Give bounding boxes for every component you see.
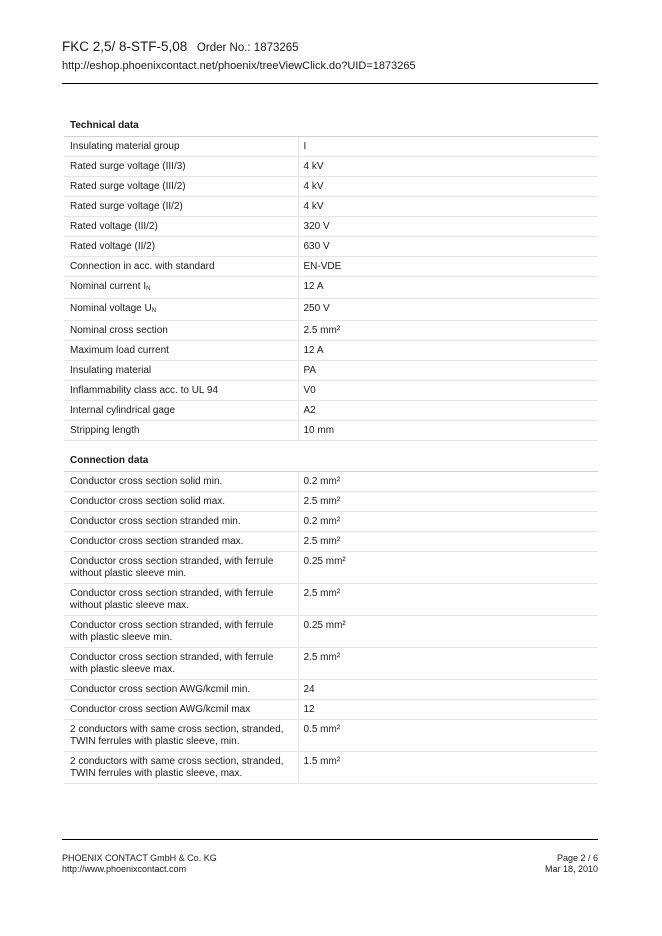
table-row: [64, 341, 598, 361]
row-label: [64, 237, 298, 257]
row-value: PA: [303, 365, 317, 376]
row-value: 0.25 mm²: [303, 556, 346, 567]
row-label-text: Rated voltage (II/2): [70, 241, 156, 252]
row-label: [64, 532, 298, 552]
row-value: 10 mm: [303, 425, 335, 436]
row-label: [64, 137, 298, 157]
row-label: [64, 341, 298, 361]
table-row: [64, 472, 598, 492]
page-number: Page 2 / 6: [556, 853, 598, 863]
row-label-text: 2 conductors with same cross section, stranded, TWIN ferrules with plastic sleeve, min.: [70, 724, 284, 747]
table-row: [64, 512, 598, 532]
row-value: 4 kV: [303, 201, 324, 212]
row-label-text: Conductor cross section AWG/kcmil min.: [70, 684, 251, 695]
row-value: 630 V: [303, 241, 330, 252]
title-line: [62, 38, 598, 57]
row-label-text: Conductor cross section stranded max.: [70, 536, 244, 547]
row-label-text: Maximum load current: [70, 345, 169, 356]
row-label-text: Insulating material: [70, 365, 152, 376]
company-name: PHOENIX CONTACT GmbH & Co. KG: [62, 853, 217, 863]
row-label: [64, 752, 298, 784]
row-label-subscript: N: [151, 308, 157, 314]
table-row: [64, 532, 598, 552]
row-value: 0.25 mm²: [303, 620, 346, 631]
row-label: [64, 157, 298, 177]
table-row: [64, 381, 598, 401]
table-row: [64, 137, 598, 157]
row-value: 0.5 mm²: [303, 724, 341, 735]
row-label-text: Conductor cross section stranded, with ferrule without plastic sleeve max.: [70, 588, 274, 611]
company-website[interactable]: http://www.phoenixcontact.com: [62, 864, 187, 874]
print-date: Mar 18, 2010: [544, 864, 598, 874]
table-row: [64, 157, 598, 177]
row-label-text: Conductor cross section stranded, with ferrule with plastic sleeve max.: [70, 652, 274, 675]
row-value: 1.5 mm²: [303, 756, 341, 767]
row-label: [64, 472, 298, 492]
row-label-text: Conductor cross section solid min.: [70, 476, 223, 487]
row-value: 2.5 mm²: [303, 496, 341, 507]
table-row: [64, 552, 598, 584]
table-row: [64, 237, 598, 257]
row-label: [64, 720, 298, 752]
row-value: I: [303, 141, 307, 152]
row-label: [64, 616, 298, 648]
row-value: 2.5 mm²: [303, 325, 341, 336]
datasheet-content: [64, 114, 598, 784]
table-row: [64, 361, 598, 381]
row-label: [64, 361, 298, 381]
product-url[interactable]: http://eshop.phoenixcontact.net/phoenix/treeViewClick.do?UID=1873265: [62, 60, 416, 72]
row-label: [64, 700, 298, 720]
row-label-text: Stripping length: [70, 425, 140, 436]
row-value: 0.2 mm²: [303, 516, 341, 527]
row-label-text: Conductor cross section stranded, with ferrule with plastic sleeve min.: [70, 620, 274, 643]
table-row: [64, 492, 598, 512]
row-label-text: Rated surge voltage (III/2): [70, 181, 186, 192]
product-name: FKC 2,5/ 8-STF-5,08: [62, 39, 188, 54]
row-value: 4 kV: [303, 181, 324, 192]
row-label: [64, 177, 298, 197]
row-label-text: Rated surge voltage (III/3): [70, 161, 186, 172]
table-row: [64, 648, 598, 680]
row-label: [64, 197, 298, 217]
table-row: [64, 257, 598, 277]
row-label-text: Insulating material group: [70, 141, 180, 152]
row-label-text: Conductor cross section solid max.: [70, 496, 226, 507]
table-row: [64, 197, 598, 217]
table-row: [64, 616, 598, 648]
row-value: A2: [303, 405, 316, 416]
row-label: [64, 584, 298, 616]
row-value: 12: [303, 704, 315, 715]
row-label-text: Nominal current I: [70, 281, 147, 292]
row-value: 2.5 mm²: [303, 652, 341, 663]
row-label: [64, 648, 298, 680]
table-row: [64, 299, 598, 321]
row-label-text: Rated surge voltage (II/2): [70, 201, 183, 212]
row-label: [64, 401, 298, 421]
technical-data-title: Technical data: [64, 114, 598, 137]
row-label-text: Nominal voltage U: [70, 303, 152, 314]
row-label: [64, 680, 298, 700]
row-label: [64, 321, 298, 341]
row-value: 24: [303, 684, 315, 695]
row-label: [64, 552, 298, 584]
header-divider: [62, 83, 598, 84]
row-label-text: Connection in acc. with standard: [70, 261, 215, 272]
row-label: [64, 257, 298, 277]
table-row: [64, 700, 598, 720]
footer-divider: [62, 839, 598, 840]
row-label-text: Nominal cross section: [70, 325, 168, 336]
row-value: 2.5 mm²: [303, 588, 341, 599]
connection-data-title: Connection data: [64, 449, 598, 472]
row-label-text: Internal cylindrical gage: [70, 405, 176, 416]
connection-data-table: [64, 472, 598, 784]
row-label: [64, 299, 298, 321]
row-value: 12 A: [303, 281, 324, 292]
row-label-text: Conductor cross section AWG/kcmil max: [70, 704, 251, 715]
row-value: 0.2 mm²: [303, 476, 341, 487]
page-header: [62, 38, 598, 74]
row-value: 2.5 mm²: [303, 536, 341, 547]
row-value: EN-VDE: [303, 261, 342, 272]
order-number: Order No.: 1873265: [196, 42, 299, 54]
table-row: [64, 680, 598, 700]
row-label-text: Inflammability class acc. to UL 94: [70, 385, 219, 396]
table-row: [64, 720, 598, 752]
row-label-text: 2 conductors with same cross section, stranded, TWIN ferrules with plastic sleeve, max.: [70, 756, 284, 779]
technical-data-table: [64, 137, 598, 441]
row-label-text: Rated voltage (III/2): [70, 221, 158, 232]
row-label: [64, 421, 298, 441]
row-label-text: Conductor cross section stranded min.: [70, 516, 241, 527]
row-value: 250 V: [303, 303, 330, 314]
row-value: 4 kV: [303, 161, 324, 172]
table-row: [64, 277, 598, 299]
row-label: [64, 492, 298, 512]
table-row: [64, 421, 598, 441]
row-label-text: Conductor cross section stranded, with ferrule without plastic sleeve min.: [70, 556, 274, 579]
row-value: V0: [303, 385, 316, 396]
table-row: [64, 401, 598, 421]
row-value: 320 V: [303, 221, 330, 232]
row-label: [64, 217, 298, 237]
row-label-subscript: N: [146, 286, 151, 292]
row-label: [64, 512, 298, 532]
row-label: [64, 381, 298, 401]
table-row: [64, 217, 598, 237]
table-row: [64, 584, 598, 616]
row-label: [64, 277, 298, 299]
row-value: 12 A: [303, 345, 324, 356]
table-row: [64, 177, 598, 197]
table-row: [64, 321, 598, 341]
table-row: [64, 752, 598, 784]
